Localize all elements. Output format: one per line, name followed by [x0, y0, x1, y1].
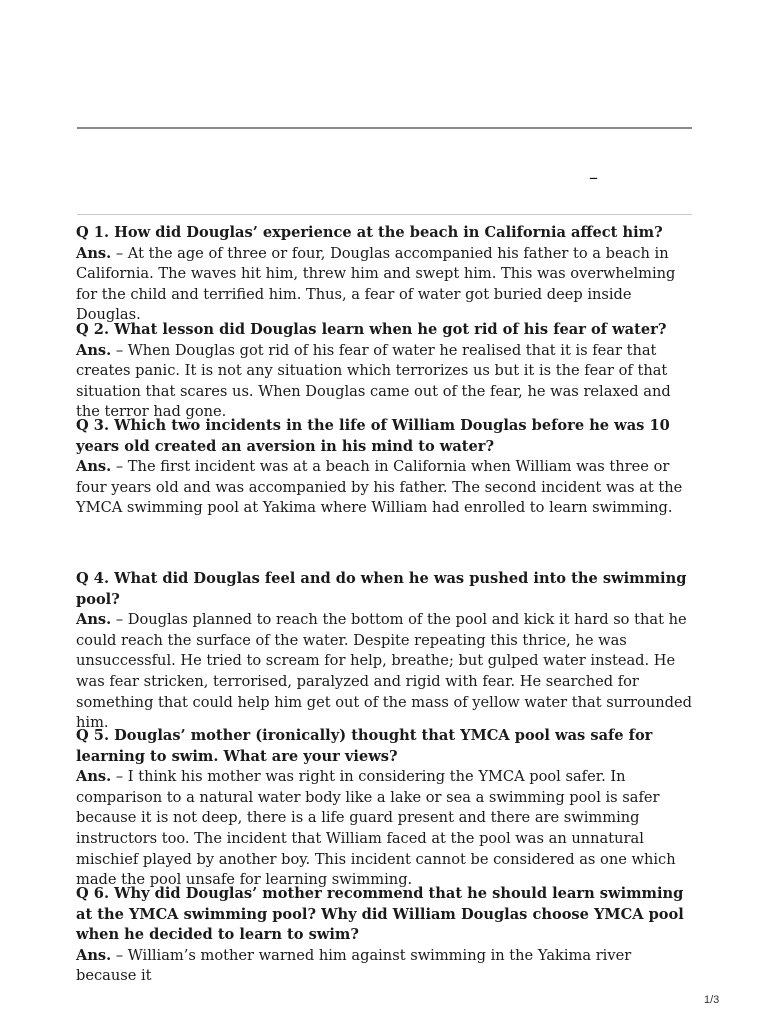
top-divider	[77, 127, 692, 129]
qa-item-4	[76, 569, 696, 734]
answer-label: Ans.	[76, 611, 112, 629]
qa-item-6	[76, 884, 696, 987]
answer-label: Ans.	[76, 244, 112, 262]
answer-2	[76, 341, 696, 423]
question-5: Q 5. Douglas’ mother (ironically) thought that YMCA pool was safe for learning to swim. What are your views?	[76, 727, 653, 765]
header-divider	[77, 214, 692, 215]
answer-label: Ans.	[76, 458, 112, 476]
qa-item-3	[76, 416, 696, 519]
question-4: Q 4. What did Douglas feel and do when he was pushed into the swimming pool?	[76, 570, 687, 608]
answer-text: – Douglas planned to reach the bottom of the pool and kick it hard so that he could reach the surface of the water. Despite repeating this thrice, he was unsuccessful. He tried to scream for help, breathe; but gulped water instead. He was fear stricken, terrorised, paralyzed and rigid with fear. He searched for something that could help him get out of the mass of yellow water that surrounded him.	[76, 611, 692, 732]
answer-text: – The first incident was at a beach in California when William was three or four years old and was accompanied by his father. The second incident was at the YMCA swimming pool at Yakima where William had enrolled to learn swimming.	[76, 458, 683, 517]
qa-item-5	[76, 726, 696, 891]
answer-5	[76, 767, 696, 891]
answer-text: – At the age of three or four, Douglas accompanied his father to a beach in California. The waves hit him, threw him and swept him. This was overwhelming for the child and terrified him. Thus, a fear of water got buried deep inside Douglas.	[76, 244, 676, 324]
answer-label: Ans.	[76, 341, 112, 359]
answer-4	[76, 610, 696, 734]
answer-text: – When Douglas got rid of his fear of water he realised that it is fear that creates panic. It is not any situation which terrorizes us but it is the fear of that situation that scares us. When Douglas came out of the fear, he was relaxed and the terror had gone.	[76, 341, 671, 421]
answer-text: – I think his mother was right in considering the YMCA pool safer. In comparison to a natural water body like a lake or sea a swimming pool is safer because it is not deep, there is a life guard present and there are swimming instructors too. The incident that William faced at the pool was an unnatural mischief played by another boy. This incident cannot be considered as one which made the pool unsafe for learning swimming.	[76, 768, 676, 889]
answer-text: – William’s mother warned him against swimming in the Yakima river because it	[76, 946, 632, 985]
question-3: Q 3. Which two incidents in the life of William Douglas before he was 10 years old created an aversion in his mind to water?	[76, 417, 670, 455]
qa-item-1	[76, 223, 696, 326]
answer-label: Ans.	[76, 768, 112, 786]
question-1: Q 1. How did Douglas’ experience at the beach in California affect him?	[76, 224, 663, 241]
answer-1	[76, 244, 696, 326]
page-number: 1/3	[704, 994, 720, 1006]
question-6: Q 6. Why did Douglas’ mother recommend that he should learn swimming at the YMCA swimming pool? Why did William Douglas choose YMCA pool when he decided to learn to swim?	[76, 885, 684, 944]
answer-6	[76, 946, 696, 987]
header-dash: –	[589, 167, 598, 188]
qa-item-2	[76, 320, 696, 423]
answer-label: Ans.	[76, 946, 112, 964]
answer-3	[76, 457, 696, 519]
question-2: Q 2. What lesson did Douglas learn when he got rid of his fear of water?	[76, 321, 667, 338]
